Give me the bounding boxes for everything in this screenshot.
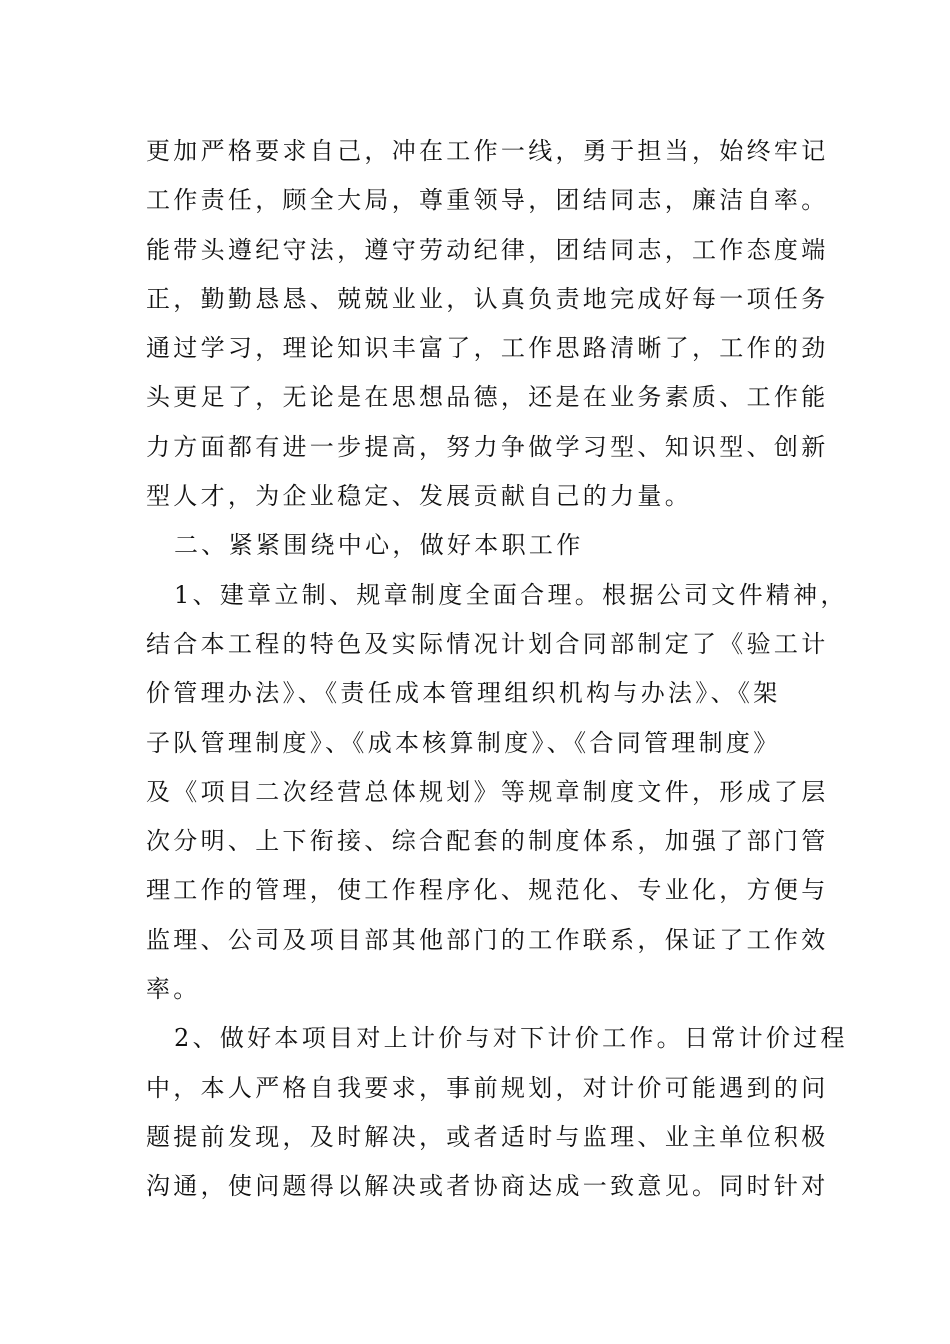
text-line: 头更足了，无论是在思想品德，还是在业务素质、工作能: [146, 383, 829, 412]
text-line: 力方面都有进一步提高，努力争做学习型、知识型、创新: [146, 432, 829, 461]
text-line: 率。: [146, 975, 201, 1004]
document-body: [146, 127, 848, 1212]
text-line: 型人才，为企业稳定、发展贡献自己的力量。: [146, 482, 692, 511]
text-line: 工作责任，顾全大局，尊重领导，团结同志，廉洁自率。: [146, 186, 829, 215]
text-line: 子队管理制度》、《成本核算制度》、《合同管理制度》: [146, 728, 781, 757]
text-line: 通过学习，理论知识丰富了，工作思路清晰了，工作的劲: [146, 334, 829, 363]
text-line: 2、做好本项目对上计价与对下计价工作。日常计价过程: [174, 1024, 848, 1053]
text-line: 正，勤勤恳恳、兢兢业业，认真负责地完成好每一项任务: [146, 284, 829, 313]
text-line: 次分明、上下衔接、综合配套的制度体系，加强了部门管: [146, 827, 829, 856]
text-line: 结合本工程的特色及实际情况计划合同部制定了《验工计: [146, 629, 829, 658]
text-line: 题提前发现，及时解决，或者适时与监理、业主单位积极: [146, 1122, 829, 1151]
text-line: 能带头遵纪守法，遵守劳动纪律，团结同志，工作态度端: [146, 235, 829, 264]
section-heading: 二、紧紧围绕中心，做好本职工作: [174, 531, 584, 560]
text-line: 中，本人严格自我要求，事前规划，对计价可能遇到的问: [146, 1073, 829, 1102]
text-line: 1、建章立制、规章制度全面合理。根据公司文件精神，: [174, 580, 848, 609]
text-line: 沟通，使问题得以解决或者协商达成一致意见。同时针对: [146, 1172, 829, 1201]
text-line: 及《项目二次经营总体规划》等规章制度文件，形成了层: [146, 777, 829, 806]
text-line: 价管理办法》、《责任成本管理组织机构与办法》、《架: [146, 679, 781, 708]
text-line: 更加严格要求自己，冲在工作一线，勇于担当，始终牢记: [146, 137, 829, 165]
text-line: 监理、公司及项目部其他部门的工作联系，保证了工作效: [146, 925, 829, 954]
text-line: 理工作的管理，使工作程序化、规范化、专业化，方便与: [146, 876, 829, 905]
